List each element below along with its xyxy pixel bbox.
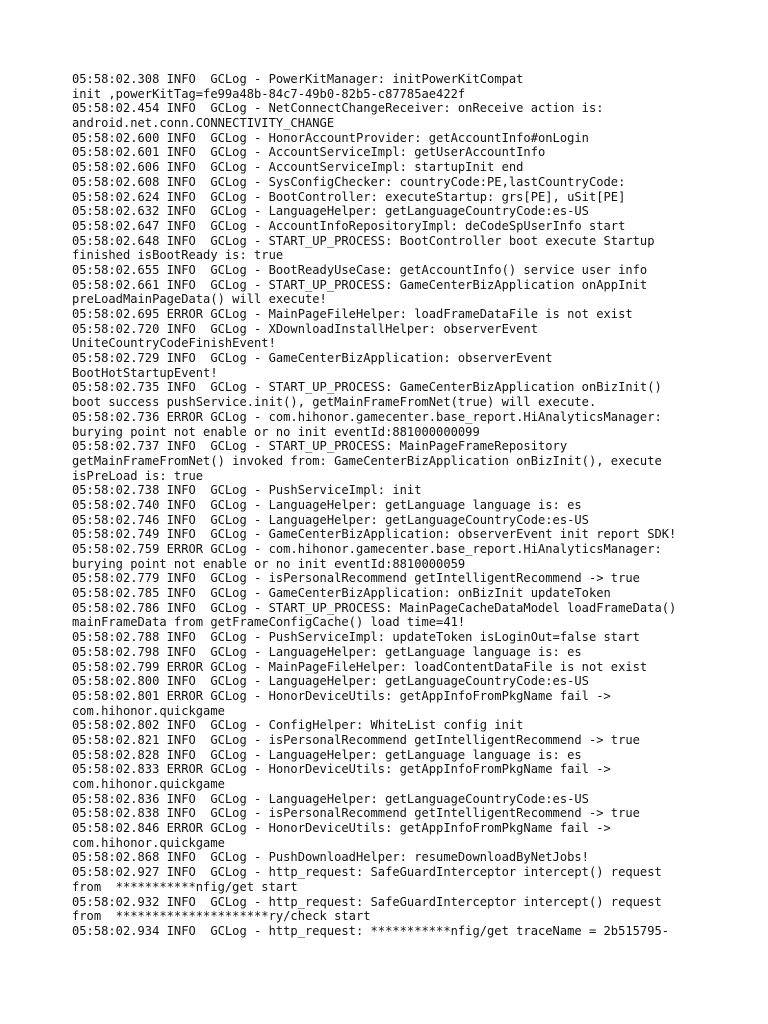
log-line: 05:58:02.601 INFO GCLog - AccountServiceImpl: getUserAccountInfo — [72, 145, 546, 160]
log-line: 05:58:02.785 INFO GCLog - GameCenterBizApplication: onBizInit updateToken — [72, 586, 611, 601]
log-line: 05:58:02.746 INFO GCLog - LanguageHelper: getLanguageCountryCode:es-US — [72, 512, 589, 527]
log-line: 05:58:02.655 INFO GCLog - BootReadyUseCase: getAccountInfo() service user info — [72, 262, 648, 277]
log-line: 05:58:02.800 INFO GCLog - LanguageHelper: getLanguageCountryCode:es-US — [72, 674, 589, 689]
log-line: finished isBootReady is: true — [72, 248, 284, 263]
log-line: init ,powerKitTag=fe99a48b-84c7-49b0-82b5-c87785ae422f — [72, 86, 466, 101]
log-line: 05:58:02.759 ERROR GCLog - com.hihonor.gamecenter.base_report.HiAnalyticsManager: — [72, 542, 662, 556]
log-line: boot success pushService.init(), getMainFrameFromNet(true) will execute. — [72, 395, 597, 410]
log-line: 05:58:02.798 INFO GCLog - LanguageHelper: getLanguage language is: es — [72, 644, 582, 659]
log-line: 05:58:02.934 INFO GCLog - http_request: ***********nfig/get traceName = 2b515795- — [72, 923, 670, 938]
log-line: 05:58:02.608 INFO GCLog - SysConfigChecker: countryCode:PE,lastCountryCode: — [72, 174, 626, 189]
log-line: 05:58:02.632 INFO GCLog - LanguageHelper: getLanguageCountryCode:es-US — [72, 204, 589, 219]
log-line: 05:58:02.828 INFO GCLog - LanguageHelper: getLanguage language is: es — [72, 747, 582, 762]
log-line: 05:58:02.799 ERROR GCLog - MainPageFileHelper: loadContentDataFile is not exist — [72, 659, 648, 674]
log-line: getMainFrameFromNet() invoked from: GameCenterBizApplication onBizInit(), execute — [72, 453, 662, 468]
log-line: isPreLoad is: true — [72, 468, 204, 483]
log-line: 05:58:02.833 ERROR GCLog - HonorDeviceUtils: getAppInfoFromPkgName fail -> — [72, 762, 611, 777]
log-line: com.hihonor.quickgame — [72, 703, 225, 718]
log-line: 05:58:02.740 INFO GCLog - LanguageHelper: getLanguage language is: es — [72, 497, 582, 512]
log-line: BootHotStartupEvent! — [72, 365, 218, 380]
log-line: 05:58:02.788 INFO GCLog - PushServiceImpl: updateToken isLoginOut=false start — [72, 630, 640, 645]
log-line: 05:58:02.786 INFO GCLog - START_UP_PROCESS: MainPageCacheDataModel loadFrameData() — [72, 600, 677, 615]
log-line: 05:58:02.802 INFO GCLog - ConfigHelper: WhiteList config init — [72, 718, 524, 733]
log-line: 05:58:02.836 INFO GCLog - LanguageHelper: getLanguageCountryCode:es-US — [72, 791, 589, 806]
log-line: 05:58:02.648 INFO GCLog - START_UP_PROCESS: BootController boot execute Startup — [72, 233, 655, 248]
log-line: 05:58:02.624 INFO GCLog - BootController: executeStartup: grs[PE], uSit[PE] — [72, 189, 626, 204]
log-line: android.net.conn.CONNECTIVITY_CHANGE — [72, 116, 335, 131]
log-line: 05:58:02.779 INFO GCLog - isPersonalRecommend getIntelligentRecommend -> true — [72, 571, 640, 586]
log-line: 05:58:02.932 INFO GCLog - http_request: SafeGuardInterceptor intercept() request — [72, 894, 662, 909]
log-line: 05:58:02.736 ERROR GCLog - com.hihonor.gamecenter.base_report.HiAnalyticsManager: — [72, 409, 662, 424]
log-line: preLoadMainPageData() will execute! — [72, 292, 327, 307]
log-line: 05:58:02.838 INFO GCLog - isPersonalRecommend getIntelligentRecommend -> true — [72, 806, 640, 821]
log-line: from *********************ry/check start — [72, 909, 371, 924]
log-line: com.hihonor.quickgame — [72, 777, 225, 791]
log-line: 05:58:02.647 INFO GCLog - AccountInfoRepositoryImpl: deCodeSpUserInfo start — [72, 218, 626, 233]
log-line: 05:58:02.749 INFO GCLog - GameCenterBizApplication: observerEvent init report SDK! — [72, 527, 677, 542]
log-text — [72, 72, 712, 939]
log-line: 05:58:02.927 INFO GCLog - http_request: SafeGuardInterceptor intercept() request — [72, 865, 662, 880]
log-line: 05:58:02.735 INFO GCLog - START_UP_PROCESS: GameCenterBizApplication onBizInit() — [72, 380, 662, 395]
log-line: 05:58:02.801 ERROR GCLog - HonorDeviceUtils: getAppInfoFromPkgName fail -> — [72, 688, 611, 703]
log-line: 05:58:02.308 INFO GCLog - PowerKitManager: initPowerKitCompat — [72, 72, 524, 86]
log-line: 05:58:02.606 INFO GCLog - AccountServiceImpl: startupInit end — [72, 160, 524, 175]
log-line: 05:58:02.729 INFO GCLog - GameCenterBizApplication: observerEvent — [72, 351, 553, 366]
log-line: 05:58:02.454 INFO GCLog - NetConnectChangeReceiver: onReceive action is: — [72, 101, 604, 116]
log-line: 05:58:02.821 INFO GCLog - isPersonalRecommend getIntelligentRecommend -> true — [72, 732, 640, 747]
log-line: 05:58:02.695 ERROR GCLog - MainPageFileHelper: loadFrameDataFile is not exist — [72, 307, 633, 321]
log-line: 05:58:02.737 INFO GCLog - START_UP_PROCESS: MainPageFrameRepository — [72, 439, 568, 454]
log-line: 05:58:02.720 INFO GCLog - XDownloadInstallHelper: observerEvent — [72, 321, 538, 336]
log-line: 05:58:02.600 INFO GCLog - HonorAccountProvider: getAccountInfo#onLogin — [72, 130, 589, 145]
log-line: 05:58:02.846 ERROR GCLog - HonorDeviceUtils: getAppInfoFromPkgName fail -> — [72, 821, 611, 836]
log-line: 05:58:02.868 INFO GCLog - PushDownloadHelper: resumeDownloadByNetJobs! — [72, 850, 589, 865]
log-line: 05:58:02.738 INFO GCLog - PushServiceImpl: init — [72, 483, 422, 498]
log-line: burying point not enable or no init eventId:8810000059 — [72, 556, 466, 571]
log-line: from ***********nfig/get start — [72, 879, 298, 894]
log-line: UniteCountryCodeFinishEvent! — [72, 336, 276, 351]
log-line: 05:58:02.661 INFO GCLog - START_UP_PROCESS: GameCenterBizApplication onAppInit — [72, 277, 648, 292]
log-line: mainFrameData from getFrameConfigCache() load time=41! — [72, 615, 466, 630]
log-line: com.hihonor.quickgame — [72, 835, 225, 850]
log-line: burying point not enable or no init eventId:881000000099 — [72, 424, 480, 439]
